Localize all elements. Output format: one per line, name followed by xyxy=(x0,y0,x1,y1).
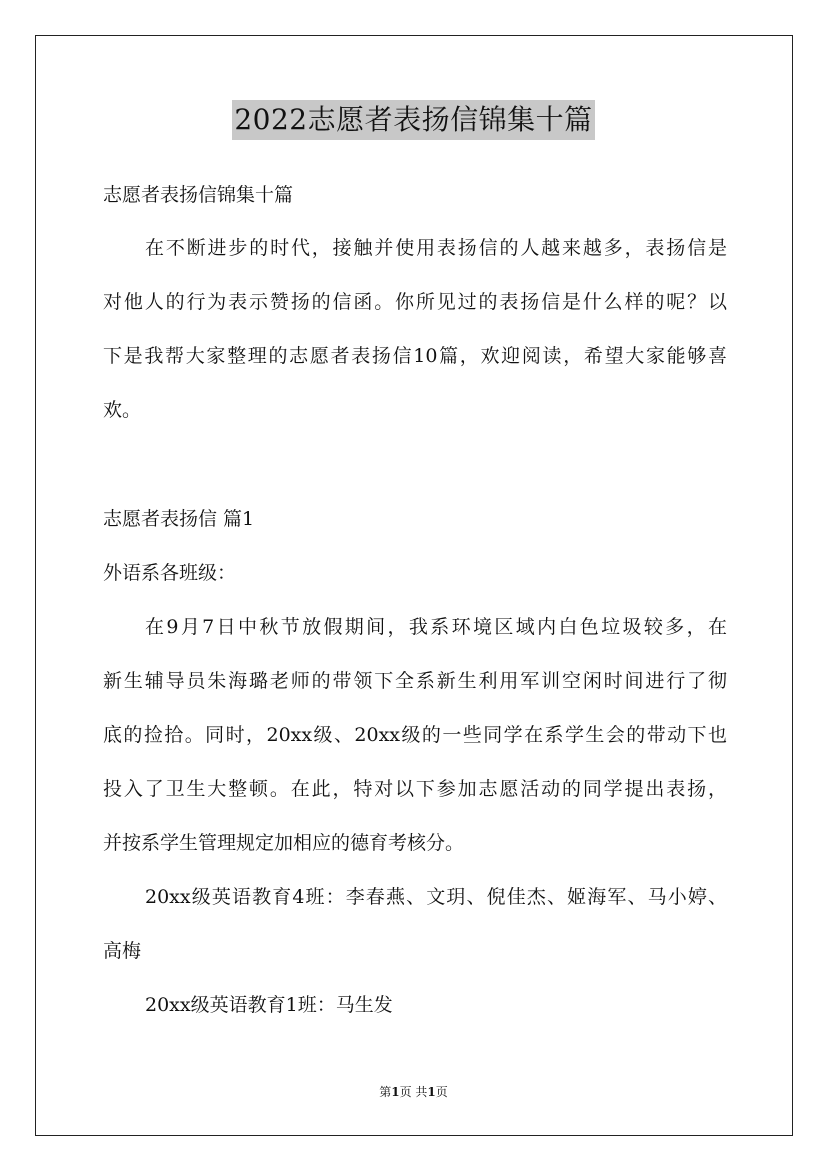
page-footer xyxy=(0,1083,827,1101)
subtitle-line: 志愿者表扬信锦集十篇 xyxy=(103,184,294,206)
paragraph-line: 下是我帮大家整理的志愿者表扬信10篇，欢迎阅读，希望大家能够喜 xyxy=(103,345,727,367)
paragraph-line: 在不断进步的时代，接触并使用表扬信的人越来越多，表扬信是 xyxy=(145,237,727,259)
document-title: 2022志愿者表扬信锦集十篇 xyxy=(232,100,594,140)
paragraph-line: 新生辅导员朱海璐老师的带领下全系新生利用军训空闲时间进行了彻 xyxy=(103,670,727,692)
footer-page-mid: 页 共 xyxy=(399,1085,428,1099)
paragraph-line: 底的捡拾。同时，20xx级、20xx级的一些同学在系学生会的带动下也 xyxy=(103,724,727,746)
footer-page-prefix: 第 xyxy=(379,1085,392,1099)
paragraph-line: 投入了卫生大整顿。在此，特对以下参加志愿活动的同学提出表扬， xyxy=(103,778,727,800)
name-list-line: 20xx级英语教育4班：李春燕、文玥、倪佳杰、姬海军、马小婷、 xyxy=(145,886,727,908)
paragraph-line: 并按系学生管理规定加相应的德育考核分。 xyxy=(103,832,465,854)
paragraph-line: 欢。 xyxy=(103,399,142,421)
salutation-line: 外语系各班级： xyxy=(103,562,237,584)
paragraph-line: 在9月7日中秋节放假期间，我系环境区域内白色垃圾较多，在 xyxy=(145,616,727,638)
paragraph-line: 对他人的行为表示赞扬的信函。你所见过的表扬信是什么样的呢？以 xyxy=(103,291,727,313)
section-heading: 志愿者表扬信 篇1 xyxy=(103,508,255,530)
footer-page-number: 1 xyxy=(391,1085,400,1099)
name-list-line: 高梅 xyxy=(103,940,142,962)
footer-total-pages: 1 xyxy=(427,1085,436,1099)
name-list-line: 20xx级英语教育1班：马生发 xyxy=(145,994,393,1016)
footer-page-suffix: 页 xyxy=(435,1085,448,1099)
title-container xyxy=(0,100,827,140)
